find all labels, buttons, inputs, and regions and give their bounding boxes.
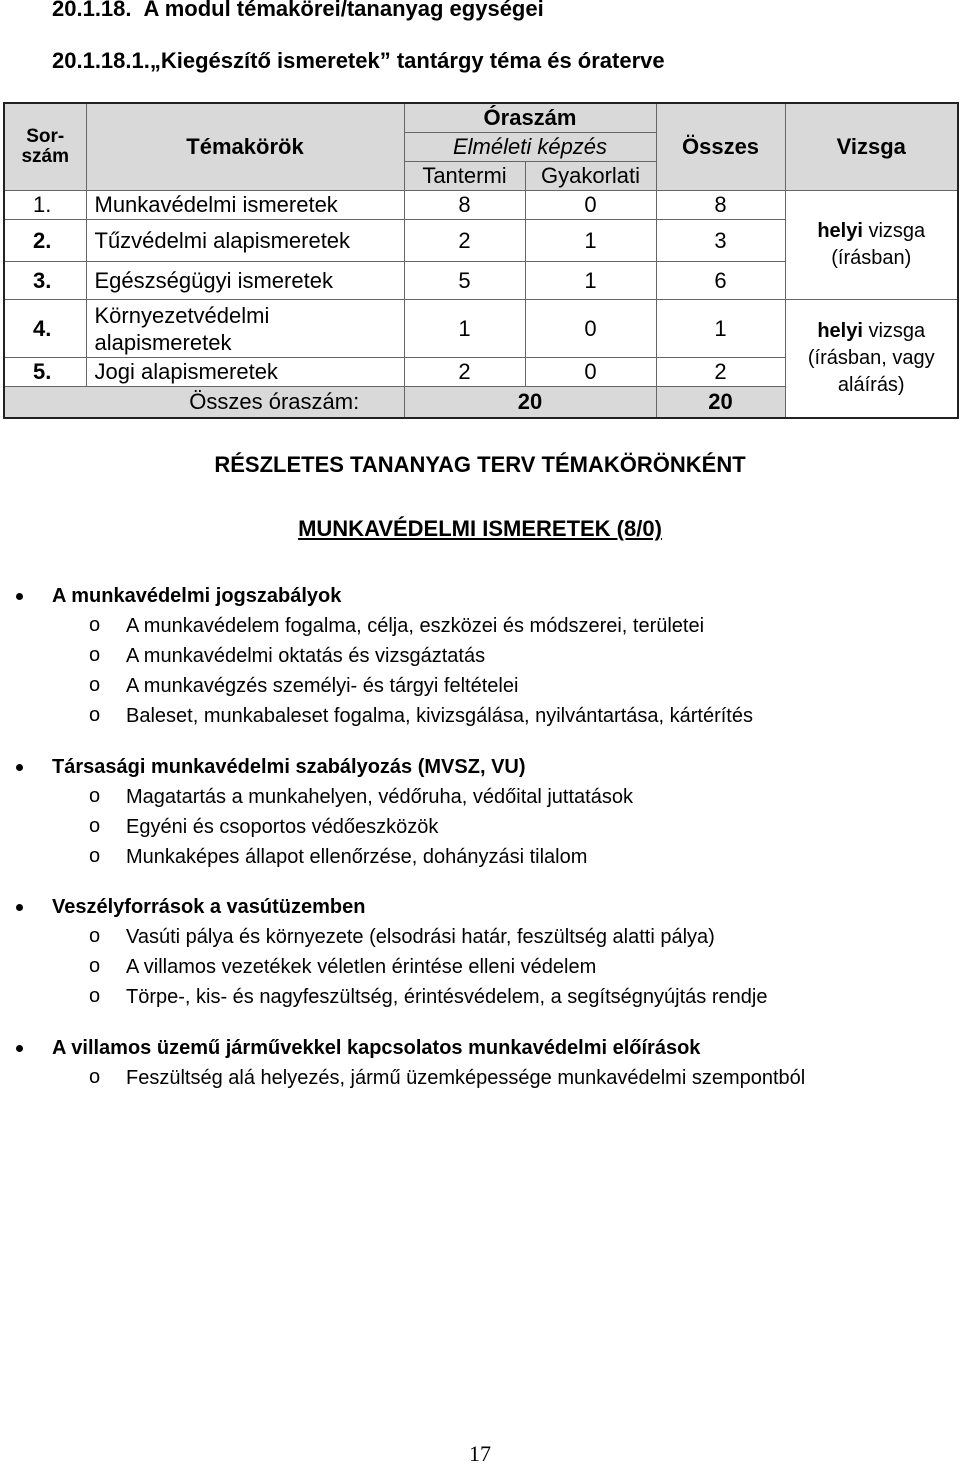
circle-bullet-icon: o	[89, 704, 101, 726]
exam-cell-1	[785, 191, 958, 300]
row-gyakorlati: 1	[525, 220, 656, 262]
header-elmeleti: Elméleti képzés	[404, 133, 656, 162]
page-number: 17	[469, 1441, 491, 1466]
list-item: o Törpe-, kis- és nagyfeszültség, érintésvédelem, a segítségnyújtás rendje	[0, 982, 960, 1012]
row-osszes: 3	[656, 220, 785, 262]
circle-bullet-icon: o	[89, 785, 101, 807]
total-tantermi: 20	[404, 387, 656, 418]
circle-bullet-icon: o	[89, 845, 101, 867]
bullet-icon	[16, 593, 23, 600]
row-gyakorlati: 1	[525, 262, 656, 300]
row-tantermi: 8	[404, 191, 525, 220]
row-topic: Környezetvédelmi alapismeretek	[86, 300, 404, 358]
topic-section	[0, 1033, 960, 1093]
detail-title: RÉSZLETES TANANYAG TERV TÉMAKÖRÖNKÉNT	[214, 452, 746, 477]
row-tantermi: 2	[404, 358, 525, 387]
table-row	[4, 300, 958, 358]
list-item: o Vasúti pálya és környezete (elsodrási határ, feszültség alatti pálya)	[0, 922, 960, 952]
list-item: o Baleset, munkabaleset fogalma, kivizsgálása, nyilvántartása, kártérítés	[0, 701, 960, 731]
row-topic: Tűzvédelmi alapismeretek	[86, 220, 404, 262]
list-item: o A munkavédelem fogalma, célja, eszközei és módszerei, területei	[0, 611, 960, 641]
circle-bullet-icon: o	[89, 955, 101, 977]
row-osszes: 8	[656, 191, 785, 220]
list-item: o Magatartás a munkahelyen, védőruha, védőital juttatások	[0, 782, 960, 812]
row-number: 5.	[4, 358, 86, 387]
row-gyakorlati: 0	[525, 191, 656, 220]
header-vizsga: Vizsga	[785, 103, 958, 191]
circle-bullet-icon: o	[89, 674, 101, 696]
list-item: o A munkavédelmi oktatás és vizsgáztatás	[0, 641, 960, 671]
row-topic: Munkavédelmi ismeretek	[86, 191, 404, 220]
header-oraszam: Óraszám	[404, 103, 656, 133]
bullet-icon	[16, 764, 23, 771]
section-title: A modul témakörei/tananyag egységei	[143, 0, 544, 21]
topic-section	[0, 752, 960, 872]
section-title: A munkavédelmi jogszabályok	[52, 585, 342, 607]
row-osszes: 6	[656, 262, 785, 300]
row-tantermi: 1	[404, 300, 525, 358]
subsection-heading: 20.1.18.1.„Kiegészítő ismeretek” tantárgy téma és óraterve	[52, 48, 665, 73]
circle-bullet-icon: o	[89, 644, 101, 666]
exam-detail: vizsga (írásban)	[831, 220, 926, 269]
total-osszes: 20	[656, 387, 785, 418]
exam-type: helyi	[817, 319, 863, 342]
row-osszes: 2	[656, 358, 785, 387]
topic-section	[0, 581, 960, 731]
section-title: A villamos üzemű járművekkel kapcsolatos munkavédelmi előírások	[52, 1037, 701, 1059]
row-tantermi: 5	[404, 262, 525, 300]
row-number: 3.	[4, 262, 86, 300]
circle-bullet-icon: o	[89, 1066, 101, 1088]
circle-bullet-icon: o	[89, 614, 101, 636]
exam-cell-2	[785, 300, 958, 418]
header-tantermi: Tantermi	[404, 162, 525, 191]
header-sorszam: Sor-szám	[4, 103, 86, 191]
circle-bullet-icon: o	[89, 985, 101, 1007]
row-number: 4.	[4, 300, 86, 358]
section-number: 20.1.18.	[52, 0, 132, 21]
bullet-icon	[16, 904, 23, 911]
row-number: 1.	[4, 191, 86, 220]
list-item: o A villamos vezetékek véletlen érintése elleni védelem	[0, 952, 960, 982]
list-item: o Egyéni és csoportos védőeszközök	[0, 812, 960, 842]
list-item: o A munkavégzés személyi- és tárgyi feltételei	[0, 671, 960, 701]
row-gyakorlati: 0	[525, 358, 656, 387]
circle-bullet-icon: o	[89, 925, 101, 947]
row-topic: Jogi alapismeretek	[86, 358, 404, 387]
row-tantermi: 2	[404, 220, 525, 262]
row-topic: Egészségügyi ismeretek	[86, 262, 404, 300]
section-title: Társasági munkavédelmi szabályozás (MVSZ, VU)	[52, 756, 526, 778]
topic-section	[0, 892, 960, 1012]
bullet-icon	[16, 1045, 23, 1052]
exam-detail: vizsga (írásban, vagy aláírás)	[807, 319, 935, 396]
header-temakorok: Témakörök	[86, 103, 404, 191]
table-row	[4, 191, 958, 220]
exam-type: helyi	[817, 220, 863, 242]
circle-bullet-icon: o	[89, 815, 101, 837]
header-osszes: Összes	[656, 103, 785, 191]
curriculum-table	[3, 102, 959, 419]
row-gyakorlati: 0	[525, 300, 656, 358]
row-number: 2.	[4, 220, 86, 262]
total-label: Összes óraszám:	[4, 387, 404, 418]
detail-subtitle: MUNKAVÉDELMI ISMERETEK (8/0)	[298, 516, 662, 541]
section-title: Veszélyforrások a vasútüzemben	[52, 896, 366, 918]
header-gyakorlati: Gyakorlati	[525, 162, 656, 191]
list-item: o Feszültség alá helyezés, jármű üzemképessége munkavédelmi szempontból	[0, 1063, 960, 1093]
row-osszes: 1	[656, 300, 785, 358]
section-heading	[52, 0, 544, 22]
list-item: o Munkaképes állapot ellenőrzése, dohányzási tilalom	[0, 842, 960, 872]
